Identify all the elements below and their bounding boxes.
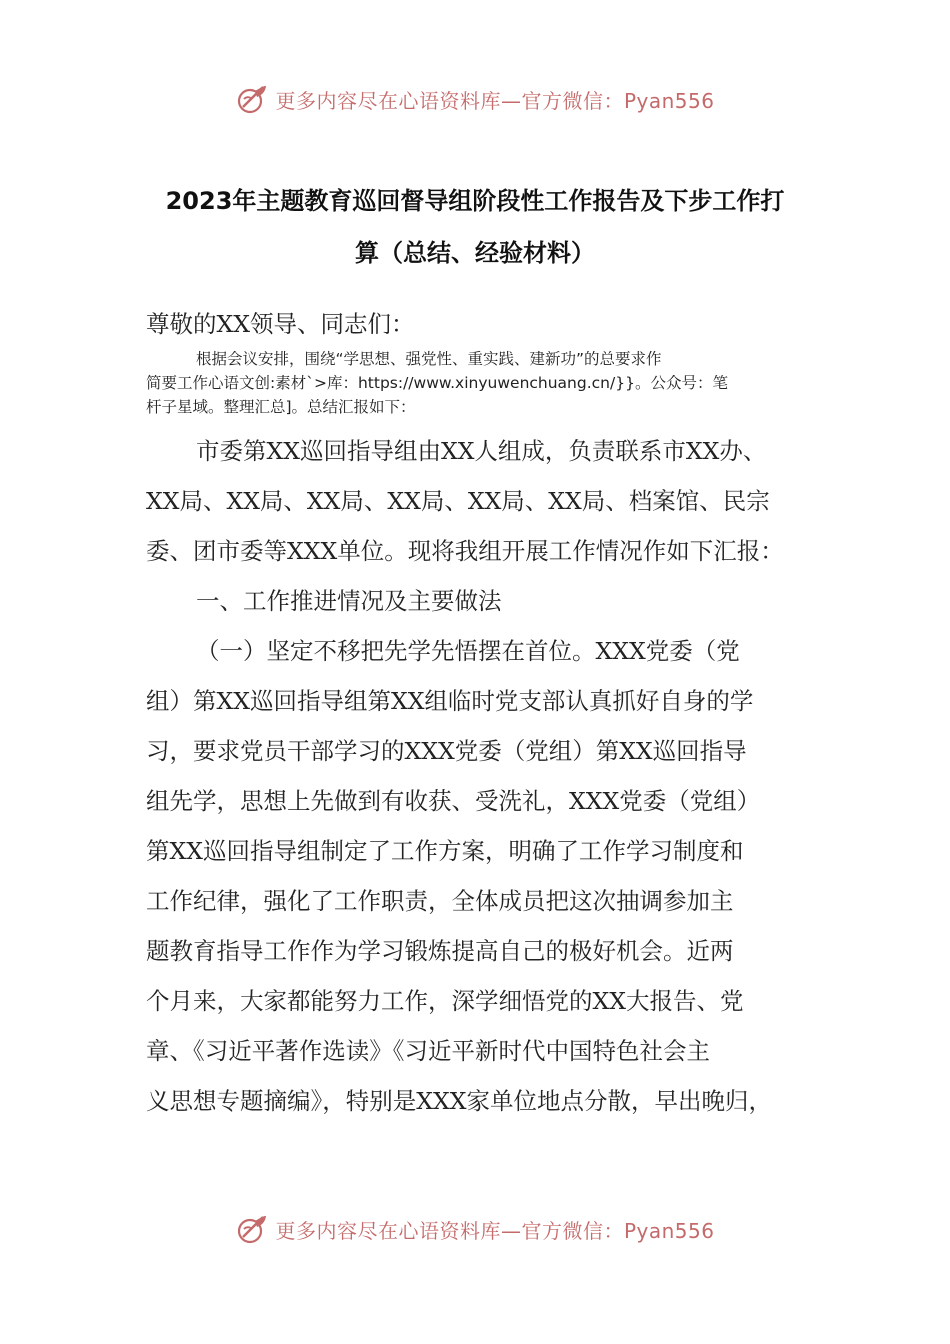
watermark-banner-top [0, 82, 950, 122]
intro-line: 杆子星域。整理汇总]。总结汇报如下： [146, 398, 416, 416]
body-line: XX局、XX局、XX局、XX局、XX局、XX局、档案馆、民宗 [146, 487, 770, 515]
body-line: 个月来，大家都能努力工作，深学细悟党的XX大报告、党 [146, 987, 744, 1015]
body-line: 章、《习近平著作选读》《习近平新时代中国特色社会主 [146, 1037, 710, 1065]
body-line: 习，要求党员干部学习的XXX党委（党组）第XX巡回指导 [146, 737, 747, 765]
watermark-text: 更多内容尽在心语资料库—官方微信：Pyan556 [275, 88, 715, 113]
quill-logo-icon [235, 1212, 269, 1246]
document-title-line-2: 算（总结、经验材料） [355, 239, 595, 267]
body-line: 委、团市委等XXX单位。现将我组开展工作情况作如下汇报： [146, 537, 784, 565]
body-line: 组）第XX巡回指导组第XX组临时党支部认真抓好自身的学 [146, 687, 754, 715]
quill-logo-icon [235, 82, 269, 116]
intro-line: 根据会议安排，围绕“学思想、强党性、重实践、建新功”的总要求作 [196, 350, 662, 368]
watermark-text: 更多内容尽在心语资料库—官方微信：Pyan556 [275, 1218, 715, 1243]
body-line: 题教育指导工作作为学习锻炼提高自己的极好机会。近两 [146, 937, 734, 965]
document-title-line-1: 2023年主题教育巡回督导组阶段性工作报告及下步工作打 [165, 187, 785, 215]
section-heading: 一、工作推进情况及主要做法 [196, 587, 502, 615]
body-line: 义思想专题摘编》，特别是XXX家单位地点分散，早出晚归， [146, 1087, 772, 1115]
body-line: （一）坚定不移把先学先悟摆在首位。XXX党委（党 [196, 637, 740, 665]
watermark-banner-bottom [0, 1212, 950, 1252]
intro-line: 简要工作心语文创:素材`>库：https://www.xinyuwenchuang.cn/}}。公众号：笔 [146, 374, 728, 392]
body-line: 工作纪律，强化了工作职责，全体成员把这次抽调参加主 [146, 887, 734, 915]
body-line: 第XX巡回指导组制定了工作方案，明确了工作学习制度和 [146, 837, 744, 865]
salutation: 尊敬的XX领导、同志们： [146, 310, 415, 338]
body-line: 组先学，思想上先做到有收获、受洗礼，XXX党委（党组） [146, 787, 761, 815]
body-line: 市委第XX巡回指导组由XX人组成，负责联系市XX办、 [196, 437, 767, 465]
